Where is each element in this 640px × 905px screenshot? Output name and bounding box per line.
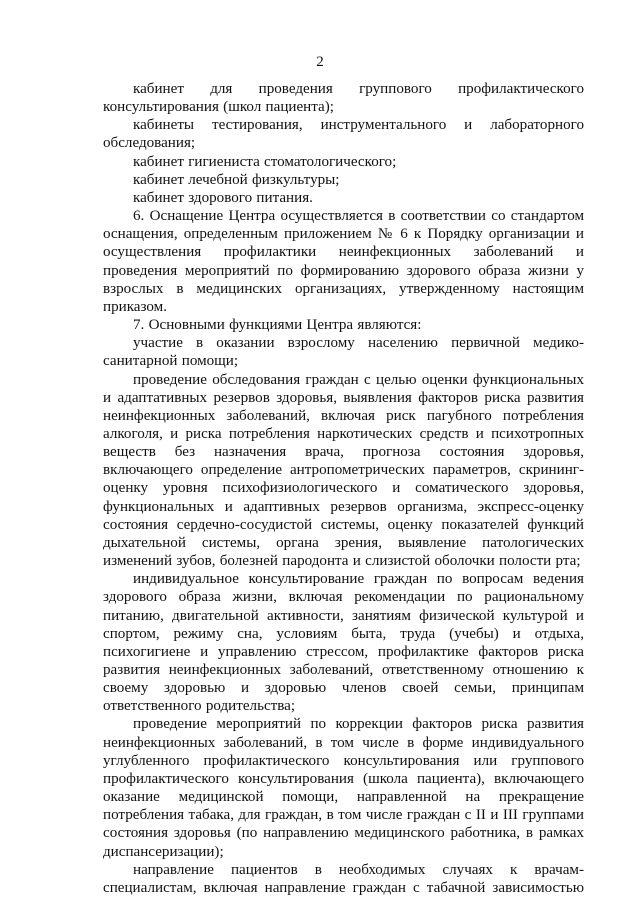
- paragraph-group-consult-room: кабинет для проведения группового профилактического консультирования (школ пациента);: [103, 81, 584, 116]
- page-number: 2: [316, 54, 324, 70]
- paragraph-individual-consulting: индивидуальное консультирование граждан по вопросам ведения здорового образа жизни, включая рекомендации по рациональному питанию, двигательной активности, занятиям физической культурой и спортом, режиму сна, условиям быта, труда (учебы) и отдыха, психогигиене и управлению стрессом, профилактике факторов риска развития неинфекционных заболеваний, ответственному отношению к своему здоровью и здоровью членов своей семьи, принципам ответственного родительства;: [103, 571, 584, 715]
- paragraph-section-6-equipment: 6. Оснащение Центра осуществляется в соответствии со стандартом оснащения, определенным приложением № 6 к Порядку организации и осуществления профилактики неинфекционных заболеваний и проведения мероприятий по формированию здорового образа жизни у взрослых в медицинских организациях, утвержденному настоящим приказом.: [103, 208, 584, 315]
- paragraph-dental-hygienist-room: кабинет гигиениста стоматологического;: [133, 153, 397, 170]
- document-body: [103, 80, 584, 897]
- paragraph-testing-rooms: кабинеты тестирования, инструментального и лабораторного обследования;: [103, 117, 584, 152]
- paragraph-primary-care-participation: участие в оказании взрослому населению первичной медико-санитарной помощи;: [103, 335, 584, 370]
- paragraph-specialist-referral: направление пациентов в необходимых случаях к врачам-специалистам, включая направление граждан с табачной зависимостью: [103, 861, 584, 896]
- paragraph-risk-correction: проведение мероприятий по коррекции факторов риска развития неинфекционных заболеваний, в том числе в форме индивидуального углубленного профилактического консультирования или группового профилактического консультирования (школа пациента), включающего оказание медицинской помощи, направленной на прекращение потребления табака, для граждан, в том числе граждан с II и III группами состояния здоровья (по направлению медицинского работника, в рамках диспансеризации);: [103, 716, 584, 860]
- paragraph-section-7-heading: 7. Основными функциями Центра являются:: [133, 317, 422, 334]
- paragraph-healthy-nutrition-room: кабинет здорового питания.: [133, 189, 313, 206]
- paragraph-examination: проведение обследования граждан с целью оценки функциональных и адаптативных резервов здоровья, выявления факторов риска развития неинфекционных заболеваний, включая риск пагубного потребления алкоголя, и риска потребления наркотических средств и психотропных веществ без назначения врача, прогноза состояния здоровья, включающего определение антропометрических параметров, скрининг-оценку уровня психофизиологического и соматического здоровья, функциональных и адаптивных резервов организма, экспресс-оценку состояния сердечно-сосудистой системы, оценку показателей функций дыхательной системы, органа зрения, выявление патологических изменений зубов, болезней пародонта и слизистой оболочки полости рта;: [103, 371, 584, 570]
- paragraph-physiotherapy-room: кабинет лечебной физкультуры;: [133, 171, 340, 188]
